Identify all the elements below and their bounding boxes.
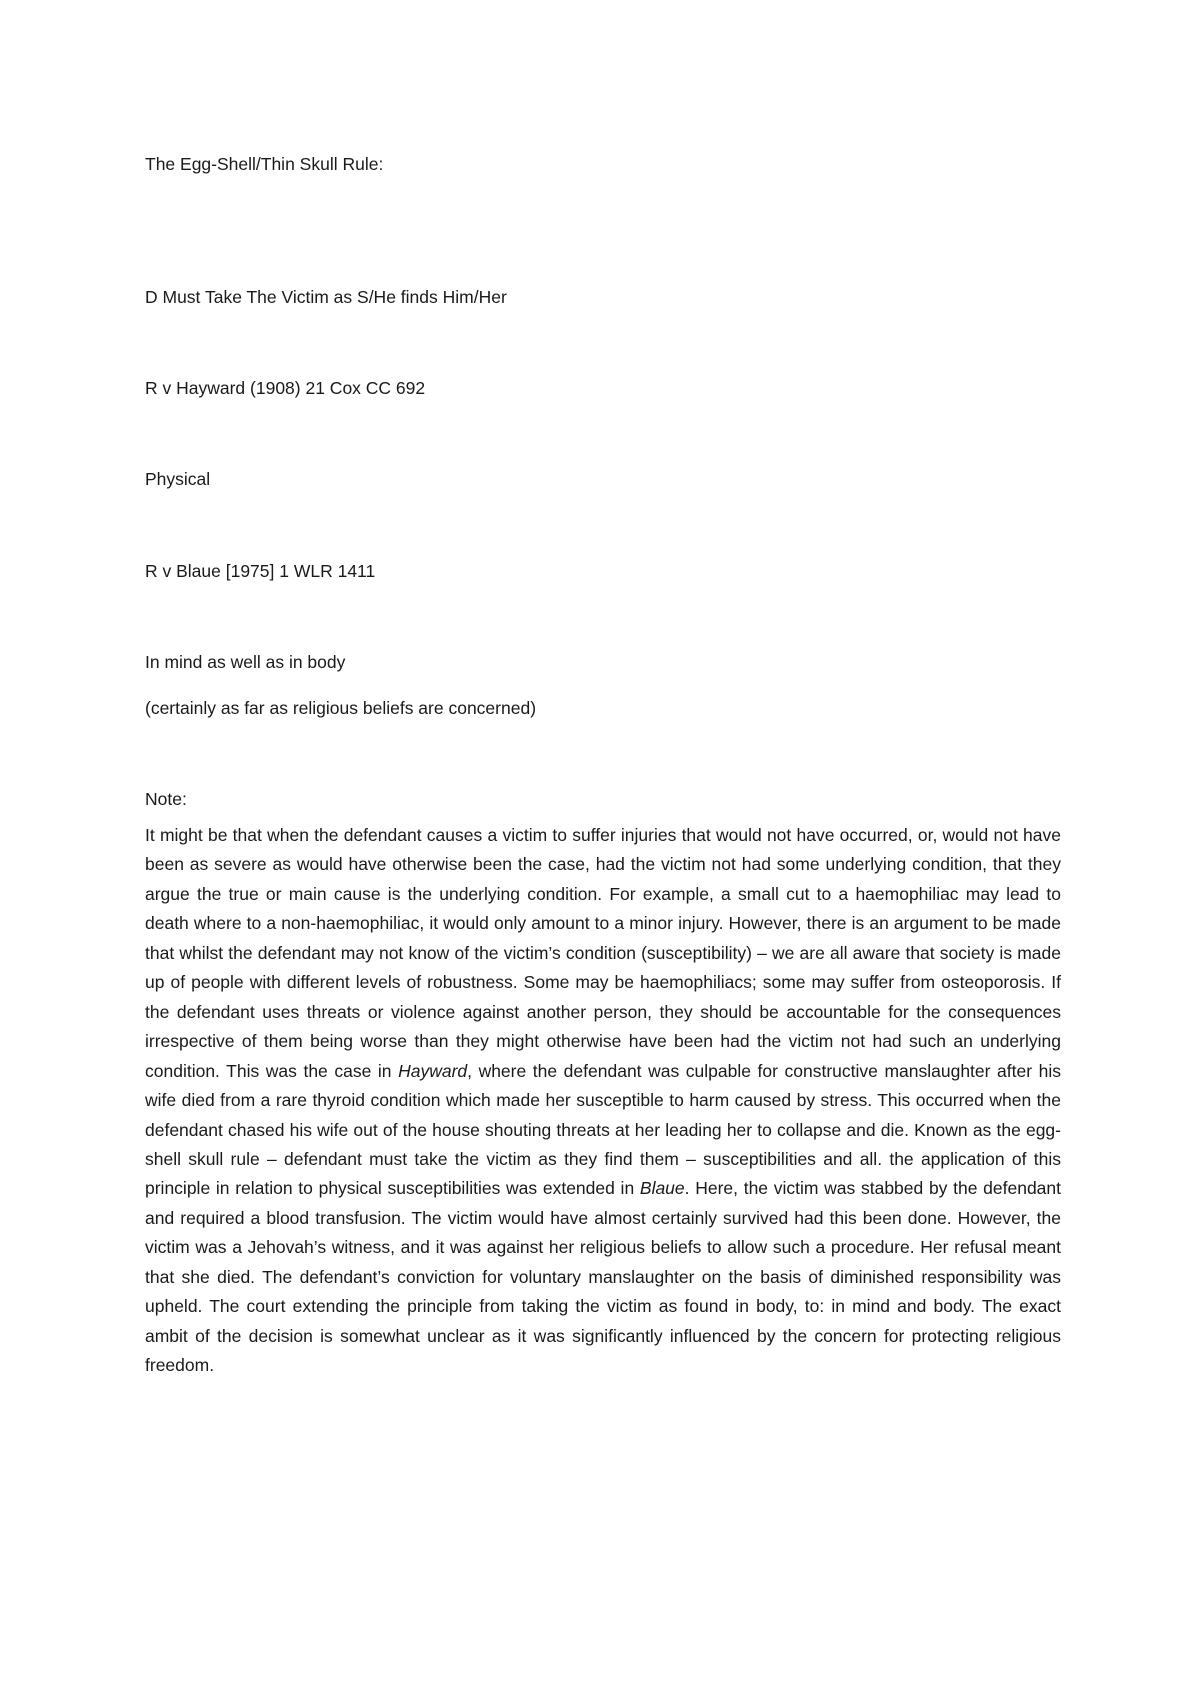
note-text-part2: , where the defendant was culpable for constructive manslaughter after his wife died from a rare thyroid condition which made her susceptible to harm caused by stress. This occurred when the defendant chased his wife out of the house shouting threats at her leading her to collapse and die. Known as the egg-shell skull rule – defendant must take the victim as they find them – susceptibilities and all. the application of this principle in relation to physical susceptibilities was extended in	[145, 1060, 1061, 1199]
note-text-part3: . Here, the victim was stabbed by the defendant and required a blood transfusion. The victim would have almost certainly survived had this been done. However, the victim was a Jehovah’s witness, and it was against her religious beliefs to allow such a procedure. Her refusal meant that she died. The defendant’s conviction for voluntary manslaughter on the basis of diminished responsibility was upheld. The court extending the principle from taking the victim as found in body, to: in mind and body. The exact ambit of the decision is somewhat unclear as it was significantly influenced by the concern for protecting religious freedom.	[145, 1178, 1062, 1376]
note-paragraph	[145, 821, 1061, 1381]
case-citation-blaue: R v Blaue [1975] 1 WLR 1411	[145, 561, 376, 581]
document-heading: The Egg-Shell/Thin Skull Rule:	[145, 154, 384, 174]
note-text-part1: It might be that when the defendant causes a victim to suffer injuries that would not have occurred, or, would not have been as severe as would have otherwise been the case, had the victim not had some underlying condition, that they argue the true or main cause is the underlying condition. For example, a small cut to a haemophiliac may lead to death where to a non-haemophiliac, it would only amount to a minor injury. However, there is an argument to be made that whilst the defendant may not know of the victim’s condition (susceptibility) – we are all aware that society is made up of people with different levels of robustness. Some may be haemophiliacs; some may suffer from osteoporosis. If the defendant uses threats or violence against another person, they should be accountable for the consequences irrespective of them being worse than they might otherwise have been had the victim not had such an underlying condition. This was the case in	[145, 825, 1061, 1081]
case-qualifier: (certainly as far as religious beliefs are concerned)	[145, 698, 537, 718]
case-reference-hayward: Hayward	[398, 1060, 468, 1081]
case-reference-blaue: Blaue	[639, 1178, 685, 1199]
case-citation-hayward: R v Hayward (1908) 21 Cox CC 692	[145, 378, 426, 398]
case-type-mind-body: In mind as well as in body	[145, 652, 346, 672]
note-label: Note:	[145, 789, 187, 809]
principle-statement: D Must Take The Victim as S/He finds Him/Her	[145, 287, 507, 307]
case-type-physical: Physical	[145, 469, 211, 489]
